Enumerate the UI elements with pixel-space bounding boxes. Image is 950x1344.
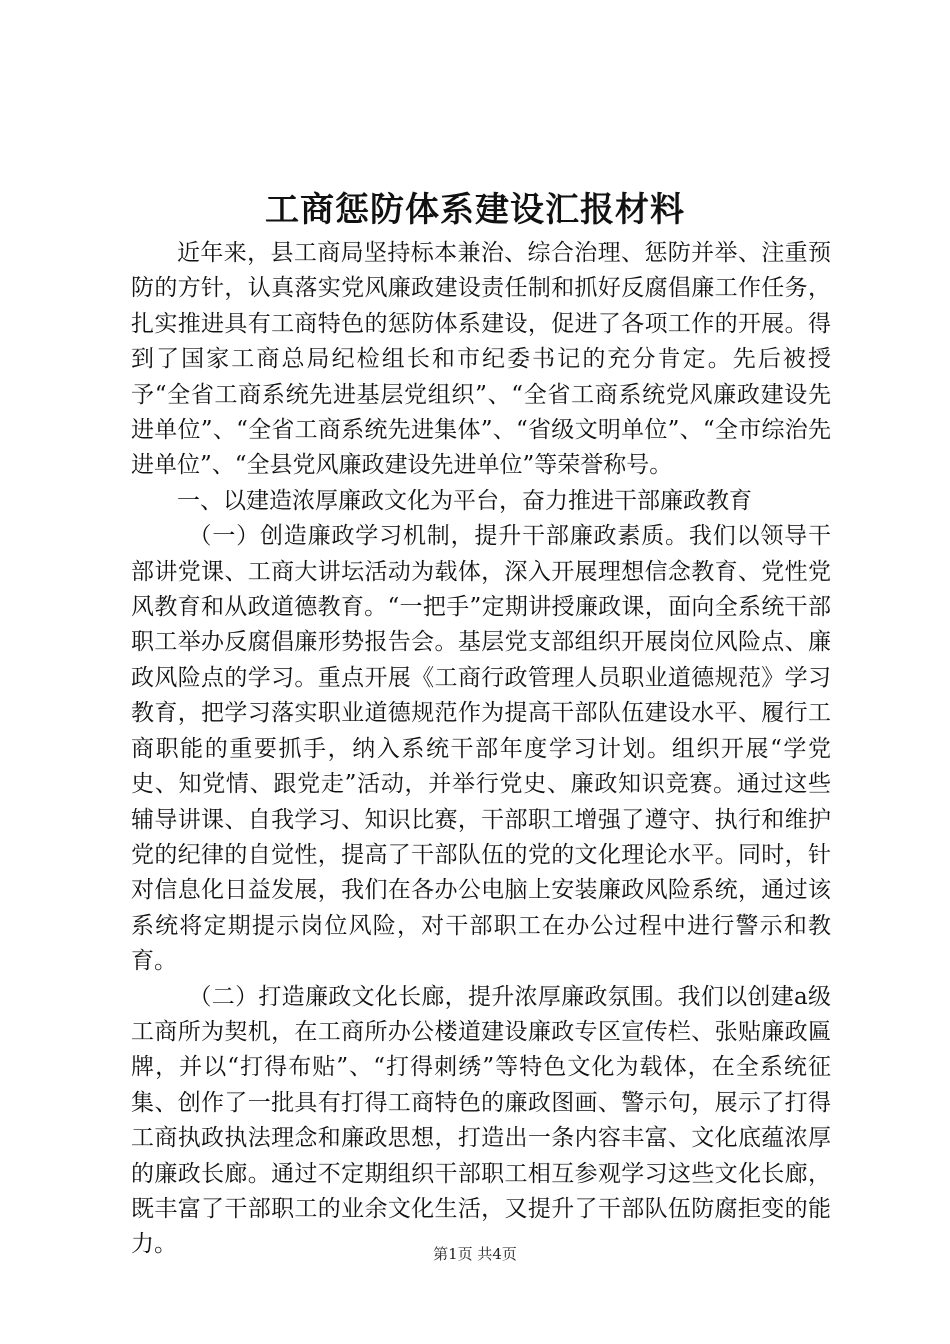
document-title: 工商惩防体系建设汇报材料	[265, 190, 685, 230]
page-number: 第1页 共4页	[433, 1245, 517, 1263]
subsection-paragraph-2: （二）打造廉政文化长廊，提升浓厚廉政氛围。我们以创建a级工商所为契机，在工商所办公楼道建设廉政专区宣传栏、张贴廉政匾牌，并以“打得布贴”、“打得刺绣”等特色文化为载体，在全系统征集、创作了一批具有打得工商特色的廉政图画、警示句，展示了打得工商执政执法理念和廉政思想，打造出一条内容丰富、文化底蕴浓厚的廉政长廊。通过不定期组织干部职工相互参观学习这些文化长廊，既丰富了干部职工的业余文化生活，又提升了干部队伍防腐拒变的能力。	[131, 983, 831, 1258]
subsection-paragraph-1: （一）创造廉政学习机制，提升干部廉政素质。我们以领导干部讲党课、工商大讲坛活动为载体，深入开展理想信念教育、党性党风教育和从政道德教育。“一把手”定期讲授廉政课，面向全系统干部职工举办反腐倡廉形势报告会。基层党支部组织开展岗位风险点、廉政风险点的学习。重点开展《工商行政管理人员职业道德规范》学习教育，把学习落实职业道德规范作为提高干部队伍建设水平、履行工商职能的重要抓手，纳入系统干部年度学习计划。组织开展“学党史、知党情、跟党走”活动，并举行党史、廉政知识竞赛。通过这些辅导讲课、自我学习、知识比赛，干部职工增强了遵守、执行和维护党的纪律的自觉性，提高了干部队伍的党的文化理论水平。同时，针对信息化日益发展，我们在各办公电脑上安装廉政风险系统，通过该系统将定期提示岗位风险，对干部职工在办公过程中进行警示和教育。	[131, 523, 831, 975]
section-heading: 一、以建造浓厚廉政文化为平台，奋力推进干部廉政教育	[177, 487, 752, 514]
intro-paragraph: 近年来，县工商局坚持标本兼治、综合治理、惩防并举、注重预防的方针，认真落实党风廉政建设责任制和抓好反腐倡廉工作任务，扎实推进具有工商特色的惩防体系建设，促进了各项工作的开展。得到了国家工商总局纪检组长和市纪委书记的充分肯定。先后被授予“全省工商系统先进基层党组织”、“全省工商系统党风廉政建设先进单位”、“全省工商系统先进集体”、“省级文明单位”、“全市综治先进单位”、“全县党风廉政建设先进单位”等荣誉称号。	[131, 240, 831, 479]
document-body	[131, 236, 831, 1263]
